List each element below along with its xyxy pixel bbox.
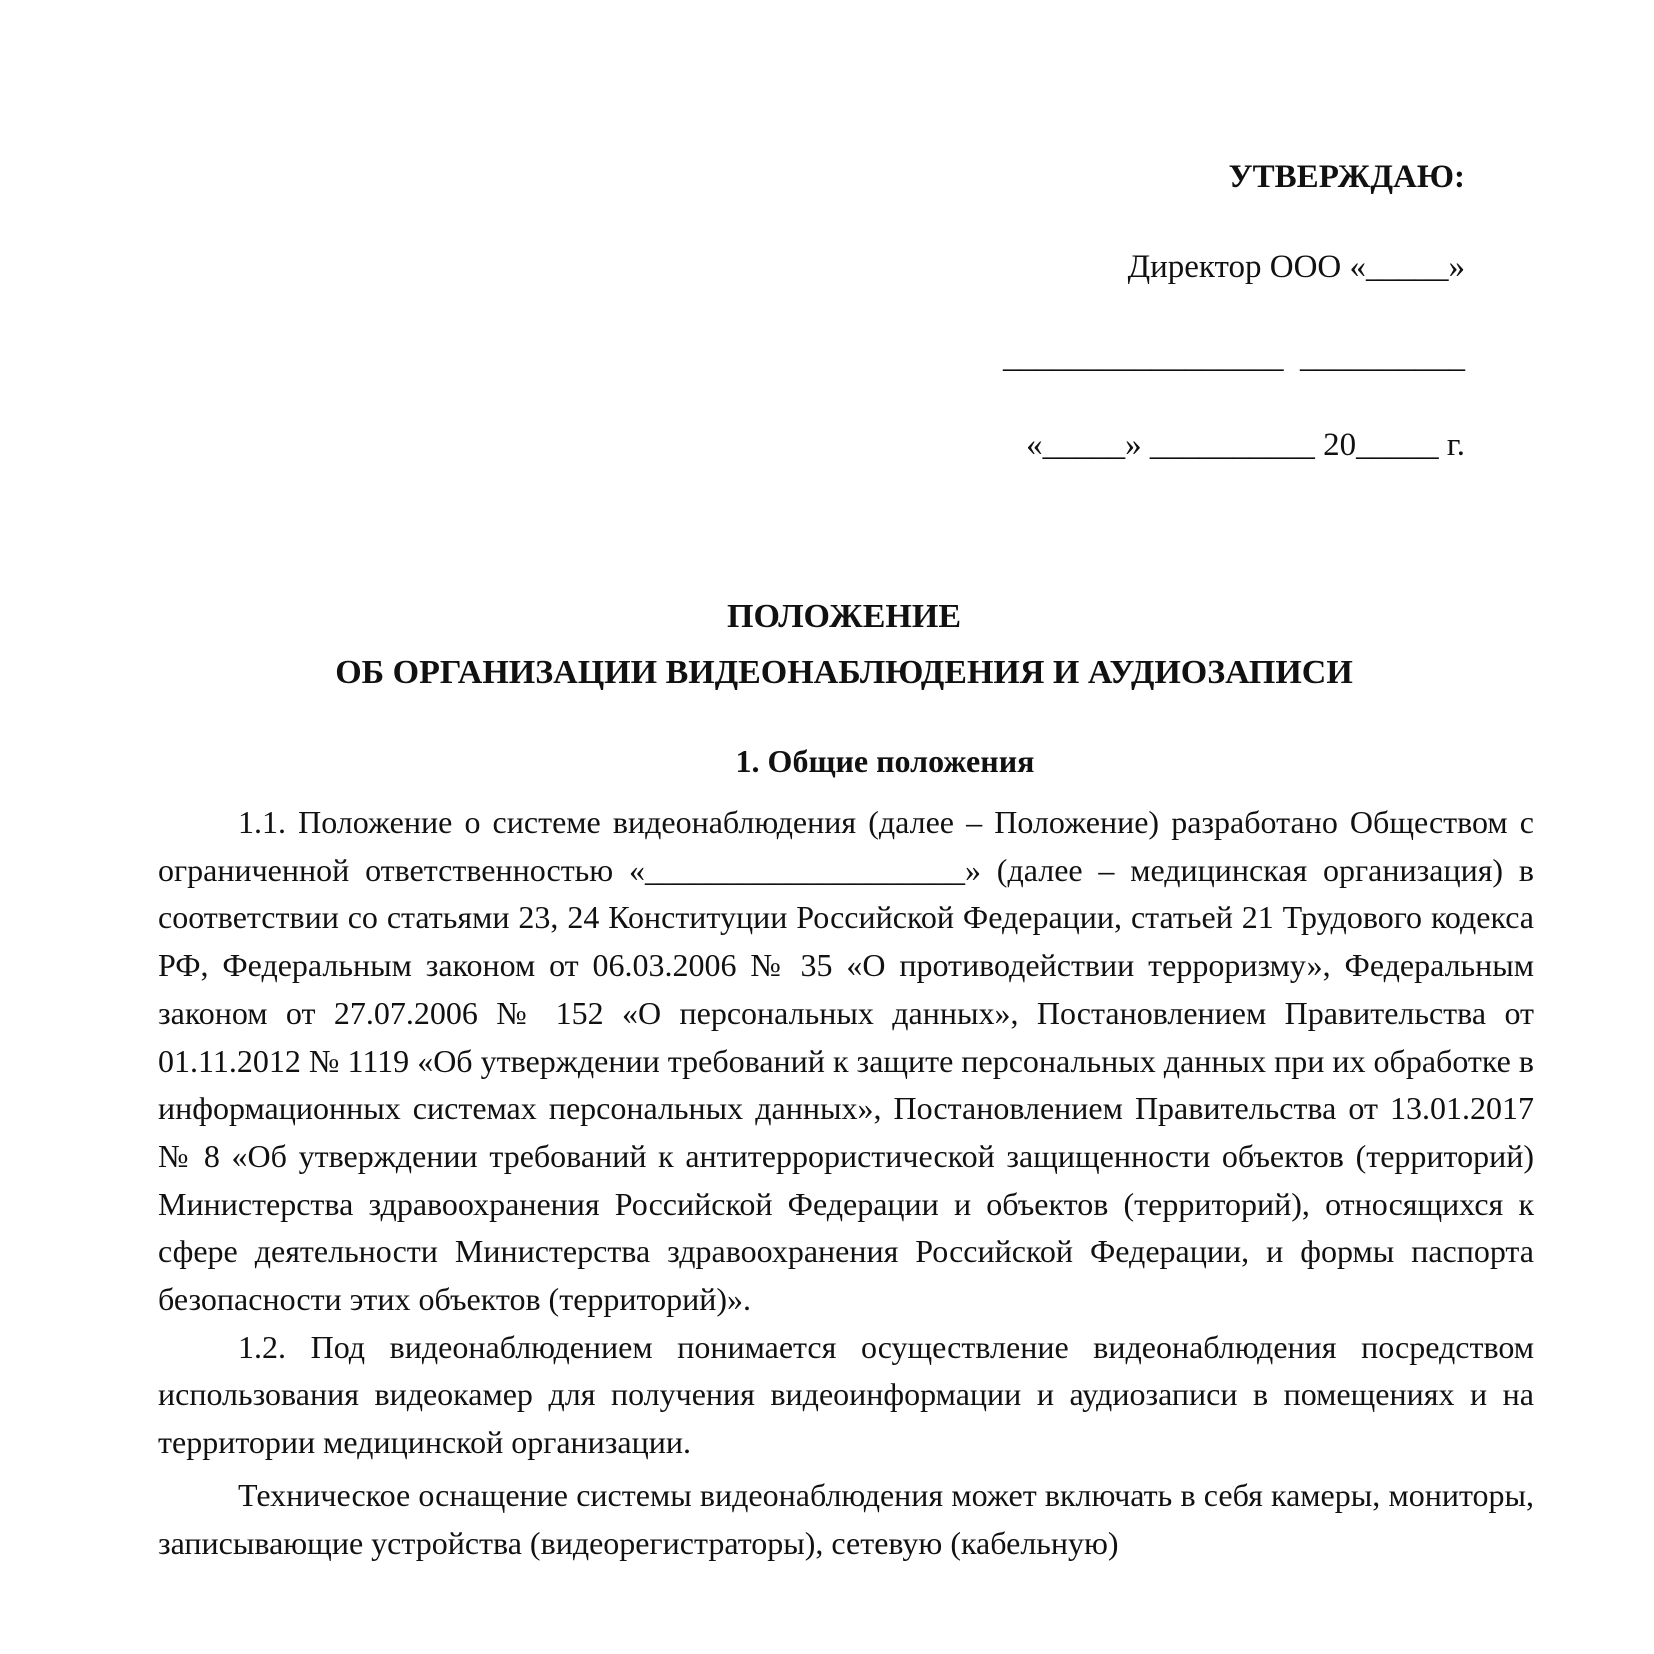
document-title bbox=[0, 589, 1654, 701]
signature-line: _________________ __________ bbox=[1003, 339, 1465, 375]
approval-block bbox=[1003, 155, 1465, 467]
paragraph-1-1: 1.1. Положение о системе видеонаблюдения (далее – Положение) разработано Обществом с ограниченной ответственностью «____________________» (далее – медицинская организация) в соответствии со статьями 23, 24 Конституции Российской Федерации, статьей 21 Трудового кодекса РФ, Федеральным законом от 06.03.2006 № 35 «О противодействии терроризму», Федеральным законом от 27.07.2006 № 152 «О персональных данных», Постановлением Правительства от 01.11.2012 № 1119 «Об утверждении требований к защите персональных данных при их обработке в информационных системах персональных данных», Постановлением Правительства от 13.01.2017 № 8 «Об утверждении требований к антитеррористической защищенности объектов (территорий) Министерства здравоохранения Российской Федерации и объектов (территорий), относящихся к сфере деятельности Министерства здравоохранения Российской Федерации, и формы паспорта безопасности этих объектов (территорий)». bbox=[158, 804, 1534, 1318]
paragraph-technical-equipment: Техническое оснащение системы видеонаблюдения может включать в себя камеры, мониторы, записывающие устройства (видеорегистраторы), сетевую (кабельную) bbox=[158, 1476, 1534, 1561]
section-heading: 1. Общие положения bbox=[735, 743, 1035, 779]
title-line-1: ПОЛОЖЕНИЕ bbox=[727, 598, 961, 635]
date-line: «_____» __________ 20_____ г. bbox=[1026, 427, 1465, 463]
approval-heading: УТВЕРЖДАЮ: bbox=[1228, 159, 1465, 195]
title-line-2: ОБ ОРГАНИЗАЦИИ ВИДЕОНАБЛЮДЕНИЯ И АУДИОЗАПИСИ bbox=[335, 654, 1353, 691]
paragraph-1-2: 1.2. Под видеонаблюдением понимается осуществление видеонаблюдения посредством использования видеокамер для получения видеоинформации и аудиозаписи в помещениях и на территории медицинской организации. bbox=[158, 1328, 1534, 1461]
director-line: Директор ООО «_____» bbox=[1127, 249, 1465, 285]
document-body bbox=[158, 799, 1534, 1567]
